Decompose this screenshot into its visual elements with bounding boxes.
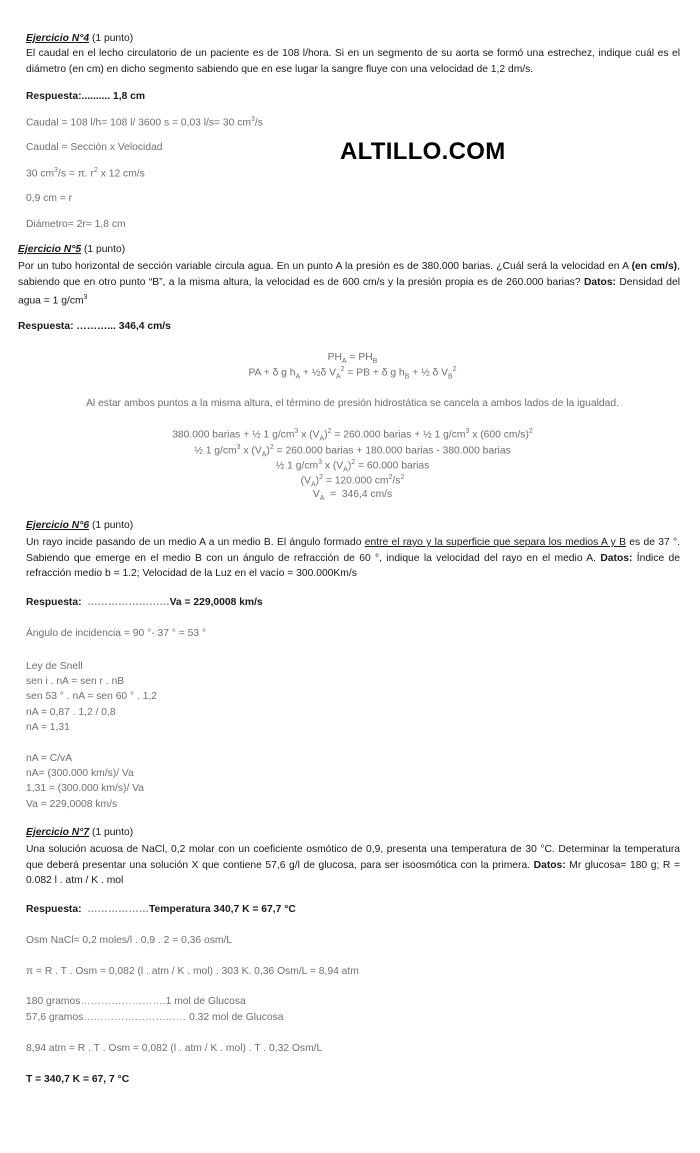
ex5-answer <box>18 321 171 332</box>
ex7-heading <box>26 827 133 838</box>
ex6-statement <box>26 535 680 582</box>
ex6-speed-line: Va = 229,0008 km/s <box>26 798 118 810</box>
ex5-title: Ejercicio N°5 <box>18 244 82 255</box>
ex5-statement-b: , sabiendo que en otro punto “B”, a la misma altura, la velocidad es de 600 cm/s y la presión propia es de 260.000 barias? <box>18 261 680 288</box>
ex4-step-2: Caudal = Sección x Velocidad <box>26 142 163 153</box>
ex5-statement-bold: (en cm/s) <box>631 261 678 272</box>
ex7-rule-1-grams: 180 gramos <box>26 996 81 1007</box>
ex7-final-eq: 8,94 atm = R . T . Osm = 0,082 (l . atm / K . mol) . T . 0,32 Osm/L <box>26 1043 323 1054</box>
ex4-points: (1 punto) <box>91 33 134 44</box>
ex7-rule-1 <box>26 996 246 1007</box>
watermark: ALTILLO.COM <box>340 138 506 165</box>
ex4-answer-dots: .......... <box>81 91 111 102</box>
ex4-step-5: Diámetro= 2r= 1,8 cm <box>26 219 126 230</box>
ex5-points: (1 punto) <box>83 244 126 255</box>
ex6-statement-a: Un rayo incide pasando de un medio A a un medio B. El ángulo formado <box>26 537 362 548</box>
ex5-datos-label: Datos: <box>583 276 616 288</box>
ex4-step-1: Caudal = 108 l/h= 108 l/ 3600 s = 0,03 l/s= 30 $cm^3/s$ <box>26 116 263 129</box>
ex7-pi: π = R . T . Osm = 0,082 (l . atm / K . mol) . 303 K. 0,36 Osm/L = 8,94 atm <box>26 966 359 977</box>
ex7-statement <box>26 842 680 889</box>
ex7-rule-1-dots: ……………………. <box>80 996 166 1007</box>
ex6-answer-dots: …………………… <box>87 597 170 608</box>
ex7-datos-text: Mr glucosa= 180 g; R = 0.082 l . atm / K . mol <box>26 859 680 886</box>
ex7-rule-1-mol: 1 mol de Glucosa <box>165 996 246 1007</box>
ex6-datos-text: Índice de refracción medio b = 1.2; Velocidad de la Luz en el vacío = 300.000Km/s <box>26 552 680 579</box>
ex6-answer <box>26 597 263 608</box>
ex7-statement-text: Una solución acuosa de NaCl, 0,2 molar con un coeficiente osmótico de 0,9, presenta una temperatura de 30 °C. Determinar la temperatura que deberá presentar una solución X que contiene 57,6 g/l de glucosa, para ser isoosmótica con la primera. <box>26 844 680 871</box>
ex6-snell-line: nA = 1,31 <box>26 721 70 733</box>
ex5-answer-dots: ………... <box>76 321 116 332</box>
ex4-step-3: 30 $cm^3/s = \pi$. $r^2$ x 12 cm/s <box>26 167 145 180</box>
ex7-rule-2 <box>26 1012 284 1023</box>
ex5-answer-label: Respuesta: <box>18 321 74 332</box>
ex6-speed-line: nA= (300.000 km/s)/ Va <box>26 768 134 780</box>
ex4-title: Ejercicio N°4 <box>26 33 90 44</box>
ex6-answer-label: Respuesta: <box>26 597 82 608</box>
ex7-answer-dots: ……………… <box>87 904 150 915</box>
ex5-eq-1: $PH_A = PH_B$ <box>327 352 378 366</box>
ex5-heading <box>18 244 125 255</box>
ex6-datos-label: Datos: <box>600 552 633 564</box>
ex4-step-4: 0,9 cm = r <box>26 193 73 204</box>
ex6-snell-line: sen i . nA = sen r . nB <box>26 676 125 688</box>
ex7-osm: Osm NaCl= 0,2 moles/l . 0,9 . 2 = 0,36 osm/L <box>26 935 233 946</box>
ex6-snell <box>26 659 157 735</box>
ex5-calc-2: ½ 1 $g/cm^3$ x $(V_A)^2 = 260.000$ barias + 180.000 barias - 380.000 barias <box>194 444 511 459</box>
ex4-answer <box>26 91 145 102</box>
ex5-statement-a: Por un tubo horizontal de sección variable circula agua. En un punto A la presión es de 380.000 barias. ¿Cuál será la velocidad en A <box>18 261 629 272</box>
ex7-points: (1 punto) <box>91 827 134 838</box>
ex6-snell-line: Ley de Snell <box>26 661 83 672</box>
ex7-datos-label: Datos: <box>533 859 566 871</box>
ex5-note: Al estar ambos puntos a la misma altura, el término de presión hidrostática se cancela a ambos lados de la igualdad. <box>86 398 619 409</box>
ex4-answer-value: 1,8 cm <box>113 91 146 102</box>
ex5-statement: Por un tubo horizontal de sección variable circula agua. En un punto A la presión es de 380.000 barias. ¿Cuál será la velocidad en A (en cm/s), sabiendo que en otro punto “B”, a la misma altura, la velocidad es de 600 cm/s y la presión propia es de 260.000 barias? Datos: Densidad del agua = 1 $g/cm^3$ <box>18 261 680 307</box>
ex7-answer <box>26 904 296 915</box>
ex5-eq-2: PA + δ g $h_A$ + ½δ $V_A^2$ = PB + δ g $h_B$ + ½ δ $V_B^2$ <box>248 366 457 381</box>
ex7-title: Ejercicio N°7 <box>26 827 90 838</box>
ex6-speed-line: nA = C/vA <box>26 753 73 764</box>
ex6-heading <box>26 520 133 531</box>
ex6-points: (1 punto) <box>91 520 134 531</box>
ex7-rule-2-dots: ………………………… <box>83 1012 187 1023</box>
ex6-statement-underlined: entre el rayo y la superficie que separa los medios A y B <box>364 537 626 548</box>
ex6-snell-line: nA = 0,87 . 1,2 / 0,8 <box>26 706 116 718</box>
ex7-answer-label: Respuesta: <box>26 904 82 915</box>
ex6-statement-b: es de 37 °. Sabiendo que emerge en el medio B con un ángulo de refracción de 60 °, indique la velocidad del rayo en el medio A. <box>26 537 680 564</box>
ex5-calc-5: $V_A = 346,4$ cm/s <box>312 489 393 503</box>
ex6-title: Ejercicio N°6 <box>26 520 90 531</box>
ex6-speed-line: 1,31 = (300.000 km/s)/ Va <box>26 783 145 795</box>
ex7-final: T = 340,7 K = 67, 7 °C <box>26 1074 130 1085</box>
ex4-answer-label: Respuesta: <box>26 91 82 102</box>
ex7-rule-2-mol: 0.32 mol de Glucosa <box>189 1012 284 1023</box>
ex5-answer-value: 346,4 cm/s <box>118 321 171 332</box>
ex6-snell-line: sen 53 ° . nA = sen 60 ° . 1,2 <box>26 691 158 703</box>
ex4-statement: El caudal en el lecho circulatorio de un paciente es de 108 l/hora. Si en un segmento de su aorta se formó una estrechez, indique cuál es el diámetro (en cm) en dicho segmento sabiendo que en ese lugar la sangre fluye con una velocidad de 1,2 dm/s. <box>26 48 680 75</box>
ex5-calc-4: $(V_A)^2 = 120.000$ $cm^2/s^2$ <box>300 474 405 489</box>
ex6-incidence: Ángulo de incidencia = 90 °- 37 ° = 53 ° <box>26 628 207 639</box>
ex4-heading <box>26 33 133 44</box>
ex6-speed <box>26 751 144 812</box>
ex5-calc-1: 380.000 barias + ½ 1 $g/cm^3$ x $(V_A)^2 = 260.000$ barias + ½ 1 $g/cm^3$ x (600 cm/s)$^2$ <box>172 428 533 443</box>
ex7-rule-2-grams: 57,6 gramos <box>26 1012 84 1023</box>
ex7-answer-value: Temperatura 340,7 K = 67,7 °C <box>149 904 296 915</box>
ex6-answer-value: Va = 229,0008 km/s <box>169 597 263 608</box>
ex5-calc-3: ½ 1 $g/cm^3$ x $(V_A)^2 = 60.000$ barias <box>275 459 430 474</box>
